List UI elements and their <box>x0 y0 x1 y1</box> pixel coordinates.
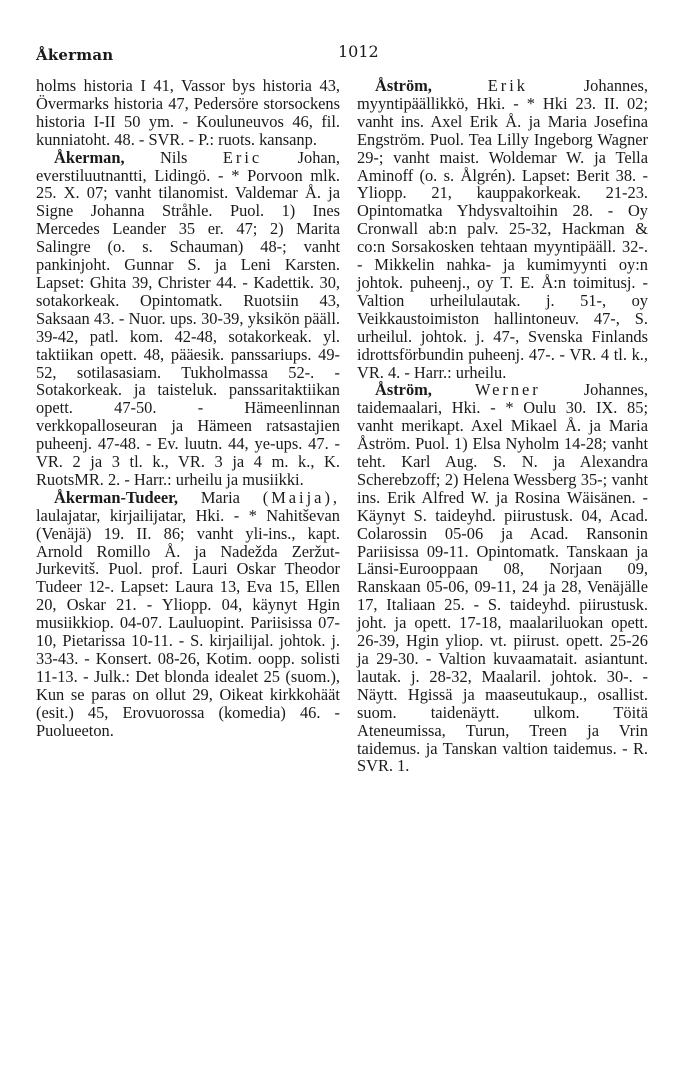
page-number: 1012 <box>338 42 379 61</box>
entry-call-name: Werner <box>474 380 541 400</box>
entry-call-name: Erik <box>487 76 528 95</box>
entry-call-name: (Maija), <box>262 487 340 507</box>
entry-name: Åström, <box>375 76 432 95</box>
entry-body: Johan, everstiluutnantti, Lidingö. - * Porvoon mlk. 25. X. 07; vanht tilanomist. Valdemar Å. ja Signe Johanna Stråhle. Puol. 1) Ines Mercedes Leander 35 er. 47; 2) Marita Salingre (o. s. Schauman) 48-; vanht pankinjoht. Gunnar S. ja Leni Karsten. Lapset: Ghita 39, Christer 44. - Kadettik. 30, sotakorkeak. Opintomatk. Ruotsiin 43, Saksaan 43. - Nuor. ups. 30-39, yksikön pääll. 39-42, patl. kom. 42-48, sotakorkeak. yl. taktiikan opett. 48, pääesik. panssariups. 49-52, sotilasasiam. Tukholmassa 52-. - Sotakorkeak. ja taisteluk. panssaritaktiikan opett. 47-50. - Hämeenlinnan verkkopalloseuran ja Hämeen ratsastajien puheenj. 47-48. - Ev. luutn. 44, ye-ups. 47. - VR. 2 ja 3 tl. k., VR. 3 ja 4 m. k., K. RuotsMR. 2. - Harr.: urheilu ja musiikki. <box>36 147 340 489</box>
biography-entry <box>36 149 340 489</box>
entry-call-name: Eric <box>222 147 263 167</box>
entry-name: Åkerman-Tudeer, <box>54 487 179 507</box>
entry-given-name: Nils <box>160 147 188 167</box>
biography-entry <box>357 77 648 381</box>
entry-name: Åkerman, <box>54 147 125 167</box>
biography-entry <box>36 489 340 740</box>
right-column <box>357 77 648 775</box>
entry-body: Johannes, myyntipäällikkö, Hki. - * Hki 23. II. 02; vanht ins. Axel Erik Å. ja Maria Josefina Engström. Puol. Tea Lilly Ingeborg Wagner 29-; vanht maist. Woldemar W. ja Tella Aminoff (o. s. Ålgrén). Lapset: Berit 38. - Yliopp. 21, kauppakorkeak. 21-23. Opintomatka Yhdysvaltoihin 28. - Oy Cronwall ab:n palv. 25-32, Hackman & co:n Sorsakosken tehtaan myyntipääll. 32-. - Mikkelin nahka- ja kumimyynti oy:n johtok. puheenj., oy T. E. Å:n toimitusj. - Valtion urheilulautak. j. 51-, oy Veikkaustoimiston hallintoneuv. 47-, S. urheilul. johtok. j. 47-, Svenska Finlands idrottsförbundin puheenj. 47-. - VR. 4 tl. k., VR. 4. - Harr.: urheilu. <box>357 76 648 382</box>
entry-name: Åström, <box>375 380 432 400</box>
entry-continuation: holms historia I 41, Vassor bys historia 43, Övermarks historia 47, Pedersöre storsockens historia I-II 50 ym. - Kouluneuvos 46, fil. kunniatoht. 48. - SVR. - P.: ruots. kansanp. <box>36 76 340 149</box>
entry-given-name: Maria <box>200 487 240 507</box>
left-column <box>36 77 340 740</box>
entry-body: laulajatar, kirjailijatar, Hki. - * Nahitševan (Venäjä) 19. II. 86; vanht yli-ins., kapt. Arnold Romillo Å. ja Nadežda Zeržut-Jurkevitš. Puol. prof. Lauri Oskar Theodor Tudeer 12-. Lapset: Laura 13, Eva 15, Ellen 20, Oskar 21. - Yliopp. 04, käynyt Hgin musiikkiop. 04-07. Lauluopint. Pariisissa 07-10, Pietarissa 10-11. - S. kirjailijal. johtok. j. 33-43. - Konsert. 08-26, Kotim. oopp. solisti 11-13. - Julk.: Det blonda idealet 25 (suom.), Kun se paras on ollut 29, Oikeat kirkkohäät (esit.) 45, Erovuorossa (komedia) 46. - Puolueeton. <box>36 505 340 740</box>
biography-entry <box>357 381 648 775</box>
page-header <box>36 40 644 70</box>
running-head: Åkerman <box>36 46 114 64</box>
entry-body: Johannes, taidemaalari, Hki. - * Oulu 30. IX. 85; vanht merikapt. Axel Mikael Å. ja Maria Åström. Puol. 1) Elsa Nyholm 14-28; vanht teht. Karl Aug. S. N. ja Alexandra Scherebzoff; 2) Helena Wessberg 35-; vanht ins. Erik Alfred W. ja Rosina Wäisänen. - Käynyt S. taideyhd. piirustusk. 04, Acad. Colarossin 05-06 ja Acad. Ransonin Pariisissa 09-11. Opintomatk. Tanskaan ja Länsi-Eurooppaan 08, Norjaan 09, Ranskaan 05-06, 09-11, 24 ja 28, Venäjälle 17, Italiaan 25. - S. taideyhd. piirustusk. joht. ja opett. 17-18, maalariluokan opett. 26-39, Hgin yliop. vt. piirust. opett. 25-26 ja 29-30. - Valtion kuvaamatait. asiantunt. lautak. j. 28-32, Maalaril. johtok. 30-. - Näytt. Hgissä ja maaseutukaup., osallist. suom. taidenäytt. ulkom. Töitä Ateneumissa, Turun, Treen ja Vrin taidemus. ja Tanskan valtion taidemus. - R. SVR. 1. <box>357 380 648 776</box>
